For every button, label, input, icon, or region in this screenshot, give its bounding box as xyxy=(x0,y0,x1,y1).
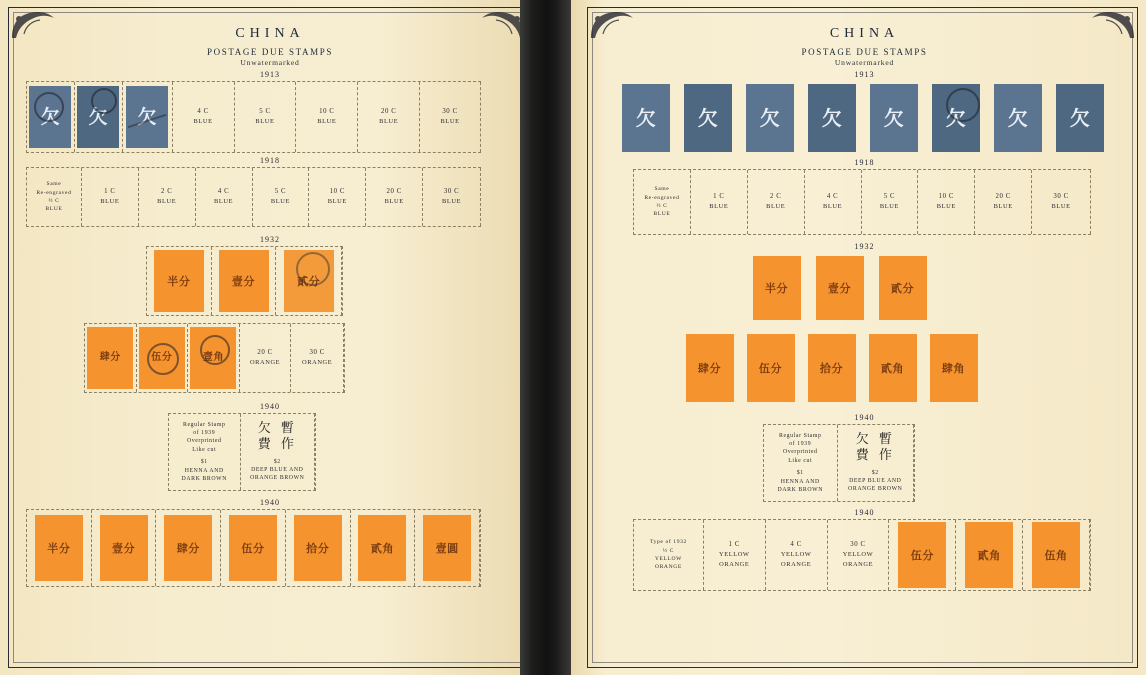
cell-color: BLUE xyxy=(653,211,671,218)
page-subtitle: POSTAGE DUE STAMPS xyxy=(207,47,333,57)
stamp-1913-10c[interactable]: 欠 xyxy=(126,86,168,148)
album-cell[interactable] xyxy=(173,82,235,152)
cell-color: ORANGE xyxy=(654,564,682,571)
stamp-slot[interactable] xyxy=(889,520,956,590)
section-row-1932 xyxy=(146,246,343,316)
cell-color: DARK BROWN xyxy=(777,486,823,493)
album-cell-overprint-cut[interactable] xyxy=(241,414,315,490)
cell-color: ORANGE xyxy=(249,359,281,367)
page-title: CHINA xyxy=(235,26,305,41)
cell-denomination: ½ C xyxy=(48,198,60,204)
stamp-1940-5-cent[interactable]: 伍分 xyxy=(229,515,277,581)
stamp-1913-h[interactable]: 欠 xyxy=(1056,84,1104,152)
section-row-1918 xyxy=(26,167,481,227)
cell-denomination: 2 C xyxy=(769,192,782,200)
cell-denomination: ½ C xyxy=(656,203,668,209)
section-row-1940-stamps xyxy=(26,509,481,587)
cell-denomination: 4 C xyxy=(790,540,802,548)
cell-denomination: $1 xyxy=(796,470,804,477)
album-cell-overprint-note[interactable] xyxy=(169,414,241,490)
cell-denomination: ½ C xyxy=(662,547,674,554)
stamp-1913-e[interactable]: 欠 xyxy=(870,84,918,152)
album-cell[interactable] xyxy=(253,168,310,226)
section-row-1940-overprint xyxy=(168,413,316,491)
stamp-slot[interactable] xyxy=(137,324,189,392)
cell-color: BLUE xyxy=(879,203,899,211)
cell-denomination: 2 C xyxy=(160,187,173,195)
stamp-1932-4-cent[interactable]: 肆分 xyxy=(686,334,734,402)
cell-color: BLUE xyxy=(823,203,843,211)
stamp-slot[interactable] xyxy=(679,329,740,407)
stamp-slot[interactable] xyxy=(615,81,677,155)
stamp-slot[interactable] xyxy=(415,510,480,586)
stamp-1932-20-cent[interactable]: 貳角 xyxy=(869,334,917,402)
album-cell[interactable] xyxy=(634,170,691,234)
stamp-1913-c[interactable]: 欠 xyxy=(746,84,794,152)
cell-denomination: 30 C xyxy=(1053,192,1069,200)
cell-color: BLUE xyxy=(384,198,404,206)
cell-note: Like cut xyxy=(788,457,813,464)
stamp-1932-5-cent[interactable]: 伍分 xyxy=(747,334,795,402)
cell-denomination: 5 C xyxy=(259,107,271,115)
stamp-slot[interactable] xyxy=(739,81,801,155)
stamp-1913-f[interactable]: 欠 xyxy=(932,84,980,152)
cell-denomination: $1 xyxy=(200,459,208,466)
cell-color: BLUE xyxy=(442,198,462,206)
album-cell[interactable] xyxy=(240,324,292,392)
album-cell[interactable] xyxy=(82,168,139,226)
cell-color: DARK BROWN xyxy=(181,475,227,482)
cell-color: BLUE xyxy=(317,118,337,126)
stamp-slot[interactable] xyxy=(863,81,925,155)
stamp-1932-2-cent[interactable]: 貳分 xyxy=(284,250,334,312)
album-cell-overprint-note[interactable] xyxy=(764,425,838,501)
cell-color: DEEP BLUE AND xyxy=(251,467,304,474)
album-cell[interactable] xyxy=(291,324,344,392)
album-cell[interactable] xyxy=(975,170,1032,234)
album-cell[interactable] xyxy=(423,168,481,226)
stamp-slot[interactable] xyxy=(987,81,1049,155)
stamp-1913-g[interactable]: 欠 xyxy=(994,84,1042,152)
cell-color: ORANGE xyxy=(302,359,333,367)
stamp-slot[interactable] xyxy=(27,82,75,152)
overprint-line-1: 欠 暫 xyxy=(855,432,895,448)
stamp-1932-10-cent[interactable]: 壹角 xyxy=(190,327,236,389)
section-year-1913: 1913 xyxy=(260,70,280,79)
cell-note: Type of 1932 xyxy=(649,539,687,546)
stamp-1932-4-cent[interactable]: 肆分 xyxy=(87,327,133,389)
album-cell[interactable] xyxy=(27,168,82,226)
cell-color: HENNA AND xyxy=(780,478,820,485)
cell-denomination: 20 C xyxy=(386,187,402,195)
stamp-slot[interactable] xyxy=(1049,81,1111,155)
cell-note: Same xyxy=(654,186,670,193)
stamp-1913-a[interactable]: 欠 xyxy=(622,84,670,152)
stamp-slot[interactable] xyxy=(808,253,871,323)
section-row-1913 xyxy=(26,81,481,153)
stamp-slot[interactable] xyxy=(740,329,801,407)
stamp-1932-10-cent[interactable]: 拾分 xyxy=(808,334,856,402)
section-row-1918 xyxy=(633,169,1091,235)
stamp-slot[interactable] xyxy=(801,81,863,155)
cell-denomination: 5 C xyxy=(274,187,287,195)
section-year-1918: 1918 xyxy=(854,158,875,167)
page-watermark-note: Unwatermarked xyxy=(240,58,300,67)
cell-denomination: 10 C xyxy=(329,187,346,195)
section-row-1932 xyxy=(745,253,935,323)
stamp-slot[interactable] xyxy=(286,510,351,586)
cell-note: Overprinted xyxy=(186,438,222,445)
stamp-1940-4-cent[interactable]: 肆分 xyxy=(164,515,212,581)
cell-denomination: 20 C xyxy=(257,348,273,356)
cell-denomination: 5 C xyxy=(883,192,896,200)
cell-denomination: 10 C xyxy=(319,107,335,115)
cell-denomination: 30 C xyxy=(850,540,866,548)
album-cell[interactable] xyxy=(634,520,704,590)
stamp-slot[interactable] xyxy=(925,81,987,155)
album-cell[interactable] xyxy=(918,170,975,234)
stamp-slot[interactable] xyxy=(677,81,739,155)
stamp-slot[interactable] xyxy=(147,247,212,315)
album-cell[interactable] xyxy=(366,168,423,226)
cell-note: Regular Stamp xyxy=(183,421,226,428)
cell-color: BLUE xyxy=(193,118,213,126)
album-cell[interactable] xyxy=(235,82,297,152)
stamp-slot[interactable] xyxy=(92,510,157,586)
cell-color: BLUE xyxy=(936,203,956,211)
cell-color: YELLOW ORANGE xyxy=(780,551,812,569)
stamp-slot[interactable] xyxy=(862,329,923,407)
album-cell[interactable] xyxy=(309,168,366,226)
stamp-1932-1-cent[interactable]: 壹分 xyxy=(816,256,864,320)
cell-color: YELLOW ORANGE xyxy=(718,551,750,569)
album-cell[interactable] xyxy=(420,82,481,152)
cell-denomination: $2 xyxy=(871,469,879,476)
section-year-1940b: 1940 xyxy=(854,508,875,517)
cell-note: Same xyxy=(46,181,62,188)
stamp-slot[interactable] xyxy=(956,520,1023,590)
cell-denomination: 20 C xyxy=(380,107,397,115)
stamp-slot[interactable] xyxy=(188,324,240,392)
section-year-1940a: 1940 xyxy=(260,402,280,411)
cell-denomination: 4 C xyxy=(826,192,839,200)
cell-note: Overprinted xyxy=(782,449,818,456)
cell-color: HENNA AND xyxy=(184,467,224,474)
cell-denomination: 1 C xyxy=(728,540,740,548)
stamp-1913-d[interactable]: 欠 xyxy=(808,84,856,152)
cell-color: YELLOW xyxy=(654,556,683,562)
section-year-1932: 1932 xyxy=(260,235,280,244)
stamp-1940-10-cent[interactable]: 拾分 xyxy=(294,515,342,581)
stamp-1940-20-cent[interactable]: 貳角 xyxy=(358,515,406,581)
cell-denomination: 30 C xyxy=(443,187,460,195)
stamp-slot[interactable] xyxy=(123,82,173,152)
cell-note: of 1939 xyxy=(193,430,216,437)
album-cell[interactable] xyxy=(748,170,805,234)
cell-denomination: 30 C xyxy=(309,348,325,356)
stamp-1940-1-cent[interactable]: 壹分 xyxy=(100,515,148,581)
stamp-slot[interactable] xyxy=(156,510,221,586)
section-year-1940a: 1940 xyxy=(854,413,875,422)
cell-color: BLUE xyxy=(766,203,786,211)
section-year-1918: 1918 xyxy=(260,156,280,165)
stamp-1940-20-cent[interactable]: 貳角 xyxy=(965,522,1013,588)
stamp-1932-2-cent[interactable]: 貳分 xyxy=(879,256,927,320)
stamp-slot[interactable] xyxy=(75,82,123,152)
stamp-slot[interactable] xyxy=(212,247,277,315)
album-cell[interactable] xyxy=(358,82,420,152)
cell-color: BLUE xyxy=(214,198,234,206)
cell-color: BLUE xyxy=(100,198,120,206)
overprint-line-2: 費 作 xyxy=(855,448,895,464)
cell-denomination: 30 C xyxy=(442,107,458,115)
stamp-1913-5c[interactable]: 欠 xyxy=(77,86,119,148)
cell-color: YELLOW ORANGE xyxy=(842,551,874,569)
stamp-slot[interactable] xyxy=(745,253,808,323)
album-cell[interactable] xyxy=(139,168,196,226)
section-row-1940-mixed xyxy=(633,519,1091,591)
cell-denomination: 10 C xyxy=(938,192,955,200)
stamp-slot[interactable] xyxy=(923,329,984,407)
stamp-1932-1-cent[interactable]: 壹分 xyxy=(219,250,269,312)
stamp-1913-4c[interactable]: 欠 xyxy=(29,86,71,148)
section-year-1913: 1913 xyxy=(854,70,875,79)
cell-color: ORANGE BROWN xyxy=(250,475,305,482)
cell-note: Re-engraved xyxy=(644,194,680,201)
stamp-1932-half-cent[interactable]: 半分 xyxy=(753,256,801,320)
page-watermark-note: Unwatermarked xyxy=(834,58,895,67)
section-row-1932b xyxy=(679,329,984,407)
stamp-1940-5-cent[interactable]: 伍分 xyxy=(898,522,946,588)
album-cell-overprint-cut[interactable] xyxy=(838,425,914,501)
section-row-1940-overprint xyxy=(763,424,915,502)
stamp-1932-half-cent[interactable]: 半分 xyxy=(154,250,204,312)
album-cell[interactable] xyxy=(296,82,358,152)
cell-note: of 1939 xyxy=(789,441,812,448)
album-cell[interactable] xyxy=(691,170,748,234)
overprint-line-1: 欠 暫 xyxy=(257,421,297,437)
cell-note: Like cut xyxy=(192,446,217,453)
cell-color: BLUE xyxy=(157,198,177,206)
cell-denomination: $2 xyxy=(273,458,281,465)
cell-color: ORANGE BROWN xyxy=(848,486,903,493)
stamp-1940-1-dollar[interactable]: 壹圓 xyxy=(423,515,471,581)
album-cell[interactable] xyxy=(828,520,890,590)
cell-color: BLUE xyxy=(327,198,347,206)
album-cell[interactable] xyxy=(1032,170,1091,234)
cell-denomination: 20 C xyxy=(995,192,1011,200)
cell-color: BLUE xyxy=(1051,203,1071,211)
cell-note: Re-engraved xyxy=(36,189,72,196)
cell-color: BLUE xyxy=(440,118,460,126)
stamp-slot[interactable] xyxy=(871,253,934,323)
album-cell[interactable] xyxy=(862,170,919,234)
stamp-1932-5-cent[interactable]: 伍分 xyxy=(139,327,185,389)
cell-color: DEEP BLUE AND xyxy=(849,478,902,485)
section-year-1932: 1932 xyxy=(854,242,875,251)
section-year-1940b: 1940 xyxy=(260,498,280,507)
stamp-slot[interactable] xyxy=(221,510,286,586)
stamp-slot[interactable] xyxy=(351,510,416,586)
stamp-slot[interactable] xyxy=(85,324,137,392)
section-row-1913 xyxy=(615,81,1115,155)
album-cell[interactable] xyxy=(766,520,828,590)
cell-denomination: 4 C xyxy=(217,187,230,195)
section-row-1932b xyxy=(84,323,345,393)
cell-color: BLUE xyxy=(709,203,729,211)
stamp-slot[interactable] xyxy=(1023,520,1090,590)
page-title: CHINA xyxy=(829,26,900,41)
stamp-1932-40-cent[interactable]: 肆角 xyxy=(930,334,978,402)
overprint-line-2: 費 作 xyxy=(257,437,297,453)
stamp-1940-50-cent[interactable]: 伍角 xyxy=(1032,522,1080,588)
cell-color: BLUE xyxy=(379,118,399,126)
stamp-1940-half-cent[interactable]: 半分 xyxy=(35,515,83,581)
cell-denomination: 1 C xyxy=(713,192,725,200)
cell-note: Regular Stamp xyxy=(779,432,822,439)
album-page-right xyxy=(571,0,1146,675)
cell-color: BLUE xyxy=(270,198,290,206)
cell-color: BLUE xyxy=(255,118,275,126)
stamp-slot[interactable] xyxy=(27,510,92,586)
cell-color: BLUE xyxy=(45,206,63,213)
stamp-slot[interactable] xyxy=(276,247,342,315)
stamp-1913-b[interactable]: 欠 xyxy=(684,84,732,152)
album-cell[interactable] xyxy=(196,168,253,226)
album-page-left xyxy=(0,0,544,675)
album-cell[interactable] xyxy=(805,170,862,234)
stamp-slot[interactable] xyxy=(801,329,862,407)
cell-denomination: 4 C xyxy=(197,107,209,115)
cell-color: BLUE xyxy=(993,203,1013,211)
album-cell[interactable] xyxy=(704,520,766,590)
page-subtitle: POSTAGE DUE STAMPS xyxy=(801,47,928,57)
cell-denomination: 1 C xyxy=(104,187,116,195)
